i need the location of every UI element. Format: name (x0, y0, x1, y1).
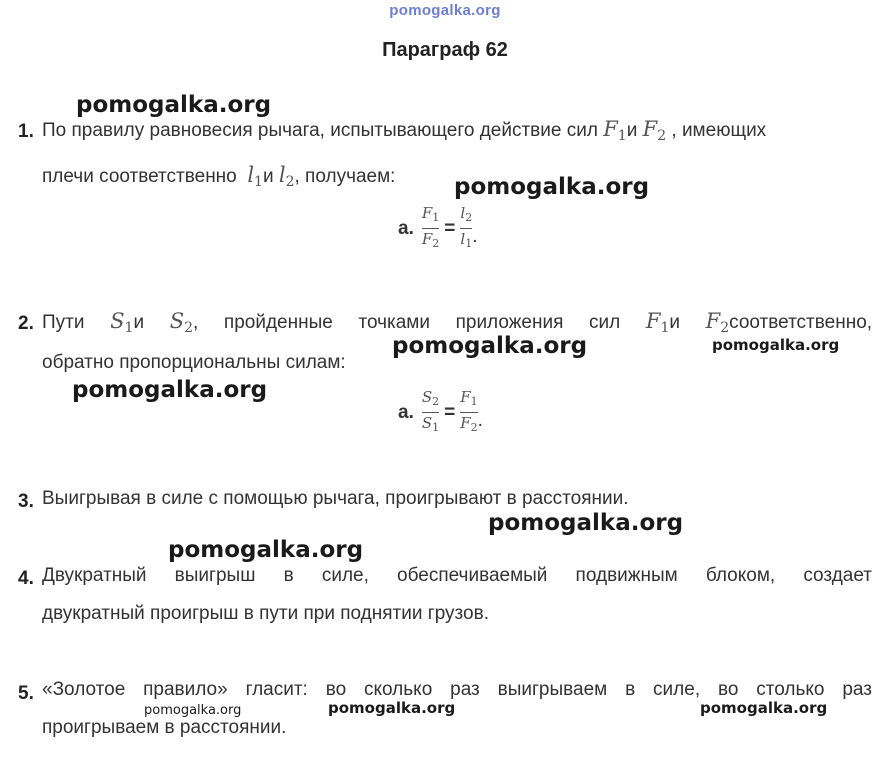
item-2-and: и (133, 312, 145, 333)
math-F1: $F_1$ (645, 309, 670, 336)
item-2-text-mid: , пройденные точками приложения сил (193, 312, 621, 333)
equals-sign: = (444, 401, 456, 423)
item-1-and-2: и (262, 166, 274, 187)
watermark: pomogalka.org (144, 703, 242, 718)
item-1-text-2-end: , получаем: (294, 166, 396, 187)
item-1-line-1 (42, 117, 766, 144)
item-1-and: и (626, 120, 638, 141)
item-2-line-2: обратно пропорциональны силам: (42, 352, 346, 373)
math-F1: $F_1$ (603, 117, 627, 144)
watermark: pomogalka.org (76, 92, 272, 118)
item-2-text-end: соответственно, (729, 312, 873, 333)
fraction-S2-S1: $\frac{S_2}{S_1}$ (421, 388, 440, 434)
item-2-formula (398, 389, 483, 436)
watermark: pomogalka.org (392, 333, 588, 359)
item-2-and-2: и (669, 312, 680, 333)
formula-label: а. (398, 217, 414, 239)
fraction-F1-F2: $\frac{F_1}{F_2}$ (421, 204, 440, 250)
item-2-number: 2. (18, 313, 34, 334)
item-3-line-1: Выигрывая в силе с помощью рычага, проигрывают в расстоянии. (42, 488, 629, 509)
item-1-line-2 (42, 163, 395, 190)
watermark: pomogalka.org (700, 699, 828, 717)
item-4-line-1: Двукратный выигрыш в силе, обеспечиваемый подвижным блоком, создает (42, 565, 872, 586)
formula-period: . (472, 226, 478, 247)
item-1-number: 1. (18, 121, 34, 142)
item-1-text-end: , имеющих (671, 120, 767, 141)
math-l1: $l_1$ (247, 163, 263, 190)
page-title: Параграф 62 (382, 39, 508, 61)
math-S2: $S_2$ (169, 309, 194, 336)
math-S1: $S_1$ (110, 309, 134, 336)
watermark: pomogalka.org (712, 336, 840, 354)
item-5-line-2: проигрываем в расстоянии. (42, 717, 287, 738)
item-3-number: 3. (18, 491, 34, 512)
site-watermark: pomogalka.org (389, 2, 501, 19)
item-4-line-2: двукратный проигрыш в пути при поднятии грузов. (42, 603, 489, 624)
watermark: pomogalka.org (454, 174, 650, 200)
formula-period: . (477, 410, 483, 431)
fraction-F1-F2: $\frac{F_1}{F_2}$ (460, 388, 478, 434)
math-l2: $l_2$ (278, 163, 295, 190)
equals-sign: = (444, 217, 456, 239)
item-1-text: По правилу равновесия рычага, испытывающего действие сил (42, 120, 598, 141)
item-4-number: 4. (18, 568, 34, 589)
item-2-text: Пути (42, 312, 85, 333)
math-F2: $F_2$ (642, 117, 667, 144)
item-5-line-1: «Золотое правило» гласит: во сколько раз выигрываем в силе, во столько раз (42, 679, 872, 700)
item-1-text-2: плечи соответственно (42, 166, 237, 187)
watermark: pomogalka.org (72, 377, 268, 403)
watermark: pomogalka.org (488, 510, 684, 536)
item-5-number: 5. (18, 683, 34, 704)
math-F2: $F_2$ (705, 309, 730, 336)
item-1-formula (398, 205, 477, 252)
item-2-line-1 (42, 309, 872, 336)
fraction-l2-l1: $\frac{l_2}{l_1}$ (460, 204, 473, 250)
watermark: pomogalka.org (168, 537, 364, 563)
formula-label: а. (398, 401, 414, 423)
watermark: pomogalka.org (328, 699, 456, 717)
